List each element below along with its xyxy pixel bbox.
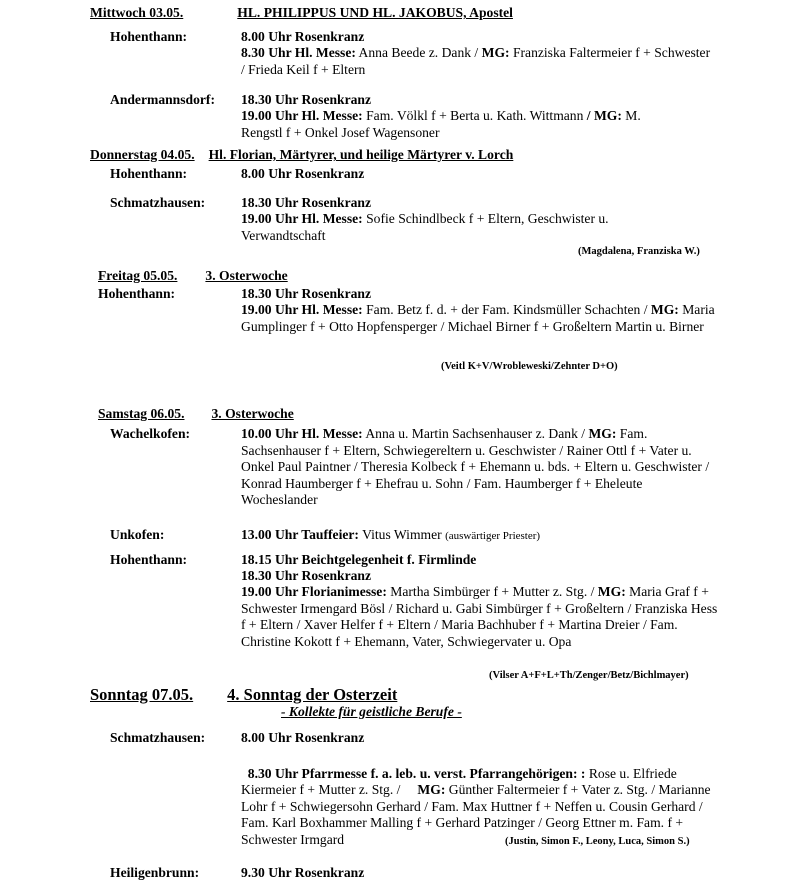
mg-label: / MG: bbox=[586, 108, 622, 123]
day-date: Freitag 05.05. bbox=[98, 268, 178, 283]
service-entry bbox=[241, 584, 719, 650]
service-time: 19.00 Uhr Hl. Messe: bbox=[241, 211, 363, 226]
service-intention: Fam. Völkl f + Berta u. Kath. Wittmann bbox=[362, 108, 587, 123]
service-line: 18.30 Uhr Rosenkranz bbox=[241, 92, 372, 107]
mg-label: MG: bbox=[650, 302, 679, 317]
service-line: 8.00 Uhr Rosenkranz bbox=[241, 166, 365, 181]
location-label: Andermannsdorf: bbox=[110, 92, 215, 107]
service-note: (auswärtiger Priester) bbox=[445, 530, 541, 542]
day-date: Mittwoch 03.05. bbox=[90, 5, 184, 20]
ministrant-list: (Justin, Simon F., Leony, Luca, Simon S.) bbox=[505, 836, 690, 847]
day-title: Hl. Florian, Märtyrer, und heilige Märtyrer v. Lorch bbox=[208, 147, 514, 162]
service-entry bbox=[241, 426, 719, 509]
service-intention: Günther Faltermeier f + Vater z. Stg. / Marianne Lohr f + Schwiegersohn Gerhard / Fam. Max Huttner f + Neffen u. Cousin Gerhard / Fam. Karl Boxhammer Malling f + Gerhard Patzinger / Georg Ettner m. Fam. f + Schwester Irmgard bbox=[241, 782, 742, 847]
day-header-sunday bbox=[90, 685, 397, 704]
location-label: Unkofen: bbox=[110, 527, 165, 542]
mg-label: MG: bbox=[481, 45, 510, 60]
ministrant-list: (Magdalena, Franziska W.) bbox=[578, 246, 700, 257]
service-time: 8.30 Uhr Pfarrmesse f. a. leb. u. verst. Pfarrangehörigen: : bbox=[247, 765, 586, 781]
location-label: Schmatzhausen: bbox=[110, 730, 206, 745]
service-time: 8.30 Uhr Hl. Messe: bbox=[241, 45, 356, 60]
ministrant-list: (Veitl K+V/Wrobleweski/Zehnter D+O) bbox=[441, 361, 618, 372]
service-intention: M. Rengstl f + Onkel Josef Wagensoner bbox=[241, 108, 641, 140]
day-header-friday bbox=[98, 268, 288, 285]
day-title: 3. Osterwoche bbox=[211, 406, 294, 421]
service-intention: Martha Simbürger f + Mutter z. Stg. / bbox=[386, 584, 598, 599]
service-line: 8.00 Uhr Rosenkranz bbox=[241, 29, 365, 44]
day-header-saturday bbox=[98, 406, 294, 423]
collection-note: - Kollekte für geistliche Berufe - bbox=[281, 704, 462, 719]
service-line: 18.30 Uhr Rosenkranz bbox=[241, 286, 372, 301]
mg-label: MG: bbox=[588, 426, 617, 441]
location-label: Heiligenbrunn: bbox=[110, 865, 200, 880]
service-time: 19.00 Uhr Florianimesse: bbox=[241, 584, 387, 599]
service-time: 19.00 Uhr Hl. Messe: bbox=[241, 108, 363, 123]
service-intention: Fam. Betz f. d. + der Fam. Kindsmüller Schachten / bbox=[362, 302, 651, 317]
location-label: Wachelkofen: bbox=[110, 426, 191, 441]
service-intention: Maria Graf f + Schwester Irmengard Bösl / Richard u. Gabi Simbürger f + Großeltern / Franziska Hess f + Eltern / Xaver Helfer f + Eltern / Maria Bachhuber f + Martina Dreier / Fam. Christine Kokott f + Ehemann, Vater, Schwiegervater u. Opa bbox=[241, 584, 718, 649]
service-intention: Sofie Schindlbeck f + Eltern, Geschwister u. Verwandtschaft bbox=[241, 211, 609, 243]
day-title: 3. Osterwoche bbox=[205, 268, 288, 283]
service-entry bbox=[241, 211, 651, 244]
service-entry bbox=[241, 45, 716, 78]
day-date: Donnerstag 04.05. bbox=[90, 147, 195, 162]
location-label: Hohenthann: bbox=[98, 286, 176, 301]
location-label: Hohenthann: bbox=[110, 552, 188, 567]
day-title: HL. PHILIPPUS UND HL. JAKOBUS, Apostel bbox=[237, 5, 513, 20]
location-label: Schmatzhausen: bbox=[110, 195, 206, 210]
mg-label: MG: bbox=[417, 782, 446, 798]
location-label: Hohenthann: bbox=[110, 29, 188, 44]
service-intention: Fam. Sachsenhauser f + Eltern, Schwiegereltern u. Geschwister / Rainer Ottl f + Vater u. Onkel Paul Paintner / Theresia Kolbeck f + Ehemann u. bds. + Eltern u. Geschwister / Konrad Haumberger f + Ehefrau u. Sohn / Fam. Haumberger f + Eheleute Wocheslander bbox=[241, 426, 710, 508]
service-intention: Rose u. Elfriede Kiermeier f + Mutter z. Stg. / bbox=[241, 765, 681, 798]
service-entry bbox=[241, 527, 540, 545]
service-time: 13.00 Uhr Tauffeier: bbox=[241, 527, 359, 542]
day-date: Sonntag 07.05. bbox=[90, 685, 194, 704]
service-intention: Maria Gumplinger f + Otto Hopfensperger / Michael Birner f + Großeltern Martin u. Birner bbox=[241, 302, 715, 334]
service-line: 18.30 Uhr Rosenkranz bbox=[241, 568, 372, 583]
service-entry bbox=[241, 302, 721, 335]
day-header-thursday bbox=[90, 147, 513, 164]
service-line: 18.15 Uhr Beichtgelegenheit f. Firmlinde bbox=[241, 552, 477, 567]
service-time: 19.00 Uhr Hl. Messe: bbox=[241, 302, 363, 317]
service-intention: Vitus Wimmer bbox=[358, 527, 446, 542]
mg-label: MG: bbox=[597, 584, 626, 599]
service-intention: Franziska Faltermeier f + Schwester / Frieda Keil f + Eltern bbox=[241, 45, 711, 77]
day-date: Samstag 06.05. bbox=[98, 406, 185, 421]
day-header-wednesday bbox=[90, 5, 513, 22]
service-line: 9.30 Uhr Rosenkranz bbox=[241, 865, 365, 880]
service-intention: Anna u. Martin Sachsenhauser z. Dank / bbox=[362, 426, 589, 441]
service-time: 10.00 Uhr Hl. Messe: bbox=[241, 426, 363, 441]
location-label: Hohenthann: bbox=[110, 166, 188, 181]
service-line: 8.00 Uhr Rosenkranz bbox=[241, 730, 365, 745]
service-intention: Anna Beede z. Dank / bbox=[355, 45, 482, 60]
service-line: 18.30 Uhr Rosenkranz bbox=[241, 195, 372, 210]
ministrant-list: (Vilser A+F+L+Th/Zenger/Betz/Bichlmayer) bbox=[489, 670, 689, 681]
service-entry bbox=[241, 108, 681, 141]
day-title: 4. Sonntag der Osterzeit bbox=[227, 685, 398, 704]
